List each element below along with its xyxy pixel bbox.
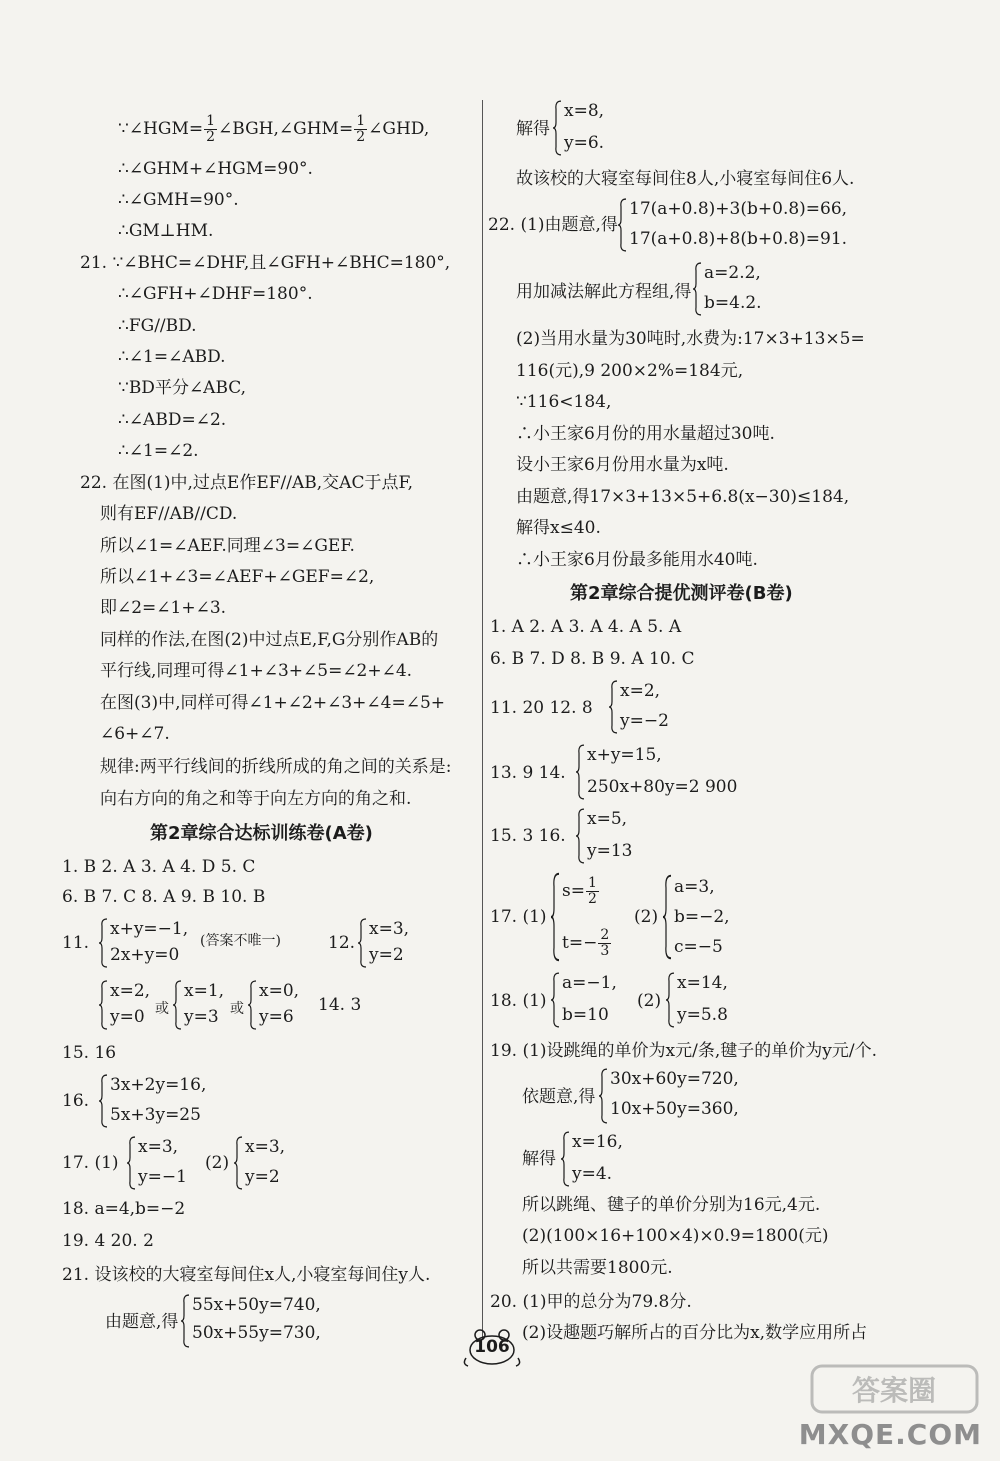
answer-line: 21. 设该校的大寝室每间住x人,小寝室每间住y人. [62,1265,431,1285]
text-line: ∴小王家6月份最多能用水40吨. [516,550,758,570]
text-line: 22. 在图(1)中,过点E作EF//AB,交AC于点F, [80,473,414,493]
text-line: 由题意,得 [105,1312,179,1332]
question-number: 17. (1) [62,1153,119,1173]
equation-system: x+y=15, 250x+80y=2 900 [575,744,735,800]
equation-system: x=3, y=−1 [126,1136,206,1190]
page-number: 106 [474,1337,510,1357]
brace-icon [233,1136,243,1190]
text-line: ∴小王家6月份的用水量超过30吨. [516,424,775,444]
brace-icon [550,872,560,962]
brace-icon [98,1074,108,1128]
answer-line: 15. 16 [62,1043,117,1063]
text-line: (2)当用水量为30吨时,水费为:17×3+13×5= [516,329,865,349]
text-line: ∴∠ABD=∠2. [118,410,227,430]
equation-system: x=8, y=6. [552,100,632,156]
equation-system: a=3, b=−2, c=−5 [662,874,742,960]
text-line: ∴∠GFH+∠DHF=180°. [118,284,313,304]
watermark-text: MXQE.COM [798,1418,982,1451]
equation-system: x=1, y=3 [172,980,232,1030]
text-line: 向右方向的角之和等于向左方向的角之和. [100,789,412,809]
brace-icon [575,744,585,800]
text-line: 依题意,得 [522,1087,596,1107]
text-line: 解得 [522,1149,556,1169]
note: (答案不唯一) [200,933,281,949]
brace-icon [665,972,675,1028]
brace-icon [617,198,627,252]
brace-icon [575,808,585,864]
text-line: 即∠2=∠1+∠3. [100,598,227,618]
page-number-badge [460,1328,524,1368]
text-line: ∴∠1=∠ABD. [118,347,226,367]
text-line: 所以∠1+∠3=∠AEF+∠GEF=∠2, [100,567,375,587]
fraction: $\frac{1}{2}$ [206,113,216,145]
brace-icon [172,980,182,1030]
text-line: 规律:两平行线间的折线所成的角之间的关系是: [100,757,452,777]
question-number: (2) [205,1153,230,1173]
text-line: ∴∠GHM+∠HGM=90°. [118,159,313,179]
answer-line: 6. B 7. D 8. B 9. A 10. C [490,649,695,669]
equation-system: x=3, y=2 [357,918,427,968]
or-word: 或 [230,1001,244,1017]
brace-icon [598,1068,608,1124]
equation-system: s= $\frac{1}{2}$ t=− $\frac{2}{3}$ [550,872,630,962]
text-line: 21. ∵∠BHC=∠DHF,且∠GFH+∠BHC=180°, [80,253,451,273]
text-line: 则有EF//AB//CD. [100,504,238,524]
column-divider [482,100,483,1340]
brace-icon [247,980,257,1030]
question-number: 16. [62,1091,90,1111]
text-line: ∵116<184, [516,392,612,412]
fraction: $\frac{1}{2}$ [356,113,366,145]
question-number: 11. 20 12. 8 [490,698,593,718]
or-word: 或 [155,1001,169,1017]
text-line: ∠6+∠7. [100,724,170,744]
equation-system: x=2, y=−2 [608,680,688,734]
text-line: 解得x≤40. [516,518,601,538]
text-line: ∵BD平分∠ABC, [118,378,247,398]
brace-icon [560,1131,570,1187]
answer-line: 18. a=4,b=−2 [62,1199,186,1219]
equation-system: x=2, y=0 [98,980,158,1030]
equation-system: x=16, y=4. [560,1131,640,1187]
text-line: ∴∠GMH=90°. [118,190,239,210]
answer-line: 1. A 2. A 3. A 4. A 5. A [490,617,682,637]
brace-icon [552,100,562,156]
question-number: 11. [62,933,90,953]
fraction: $\frac{1}{2}$ [587,875,597,907]
text-line: ∴∠1=∠2. [118,441,199,461]
text-line: 由题意,得17×3+13×5+6.8(x−30)≤184, [516,487,850,507]
brace-icon [126,1136,136,1190]
equation-system: x=3, y=2 [233,1136,313,1190]
equation-system: a=−1, b=10 [550,972,630,1028]
brace-icon [180,1294,190,1348]
equation-system: 30x+60y=720, 10x+50y=360, [598,1068,758,1124]
equation-system: x+y=−1, 2x+y=0 [98,918,208,968]
text-line: ∴GM⊥HM. [118,221,214,241]
text-line: 平行线,同理可得∠1+∠3+∠5=∠2+∠4. [100,661,413,681]
question-number: 15. 3 16. [490,826,566,846]
text-line: 所以共需要1800元. [522,1258,673,1278]
text-line: (2)设趣题巧解所占的百分比为x,数学应用所占 [522,1323,868,1343]
text-line: 22. (1)由题意,得 [488,215,618,235]
brace-icon [692,262,702,316]
section-heading-b: 第2章综合提优测评卷(B卷) [570,583,793,604]
text-line: ∵∠HGM= $\frac{1}{2}$ ∠BGH,∠GHM= $\frac{1}{2}$ ∠GHD, [118,113,430,145]
question-number: (2) [637,991,662,1011]
brace-icon [98,918,108,968]
question-number: 17. (1) [490,907,547,927]
answer-line: 6. B 7. C 8. A 9. B 10. B [62,887,266,907]
answer-line: 20. (1)甲的总分为79.8分. [490,1292,692,1312]
equation-system: x=0, y=6 [247,980,307,1030]
text-line: 116(元),9 200×2%=184元, [516,361,744,381]
text-line: 解得 [516,119,550,139]
brace-icon [550,972,560,1028]
equation-system: 3x+2y=16, 5x+3y=25 [98,1074,218,1128]
answer-line: 19. 4 20. 2 [62,1231,154,1251]
text-line: ∴FG//BD. [118,316,197,336]
svg-text:答案圈: 答案圈 [851,1374,937,1407]
question-number: 12. [328,933,356,953]
text-line: 所以∠1=∠AEF.同理∠3=∠GEF. [100,536,355,556]
fraction: $\frac{2}{3}$ [600,927,610,959]
text-line: (2)(100×16+100×4)×0.9=1800(元) [522,1226,829,1246]
text-line: 在图(3)中,同样可得∠1+∠2+∠3+∠4=∠5+ [100,693,446,713]
brace-icon [662,874,672,960]
equation-system: 55x+50y=740, 50x+55y=730, [180,1294,320,1348]
equation-system: x=14, y=5.8 [665,972,745,1028]
question-number: 18. (1) [490,991,547,1011]
text-line: 同样的作法,在图(2)中过点E,F,G分别作AB的 [100,630,439,650]
text-line: 用加减法解此方程组,得 [516,282,692,302]
section-heading-a: 第2章综合达标训练卷(A卷) [150,823,373,844]
equation-system: x=5, y=13 [575,808,655,864]
question-number: 13. 9 14. [490,763,566,783]
answer-line: 14. 3 [318,995,362,1015]
answer-line: 19. (1)设跳绳的单价为x元/条,毽子的单价为y元/个. [490,1041,877,1061]
question-number: (2) [634,907,659,927]
equation-system: a=2.2, b=4.2. [692,262,782,316]
brace-icon [357,918,367,968]
text-line: 故该校的大寝室每间住8人,小寝室每间住6人. [516,169,855,189]
text-line: 所以跳绳、毽子的单价分别为16元,4元. [522,1195,821,1215]
text-line: 设小王家6月份用水量为x吨. [516,455,729,475]
answer-line: 1. B 2. A 3. A 4. D 5. C [62,857,256,877]
brace-icon [608,680,618,734]
equation-system: 17(a+0.8)+3(b+0.8)=66, 17(a+0.8)+8(b+0.8)=91. [617,198,877,252]
brace-icon [98,980,108,1030]
